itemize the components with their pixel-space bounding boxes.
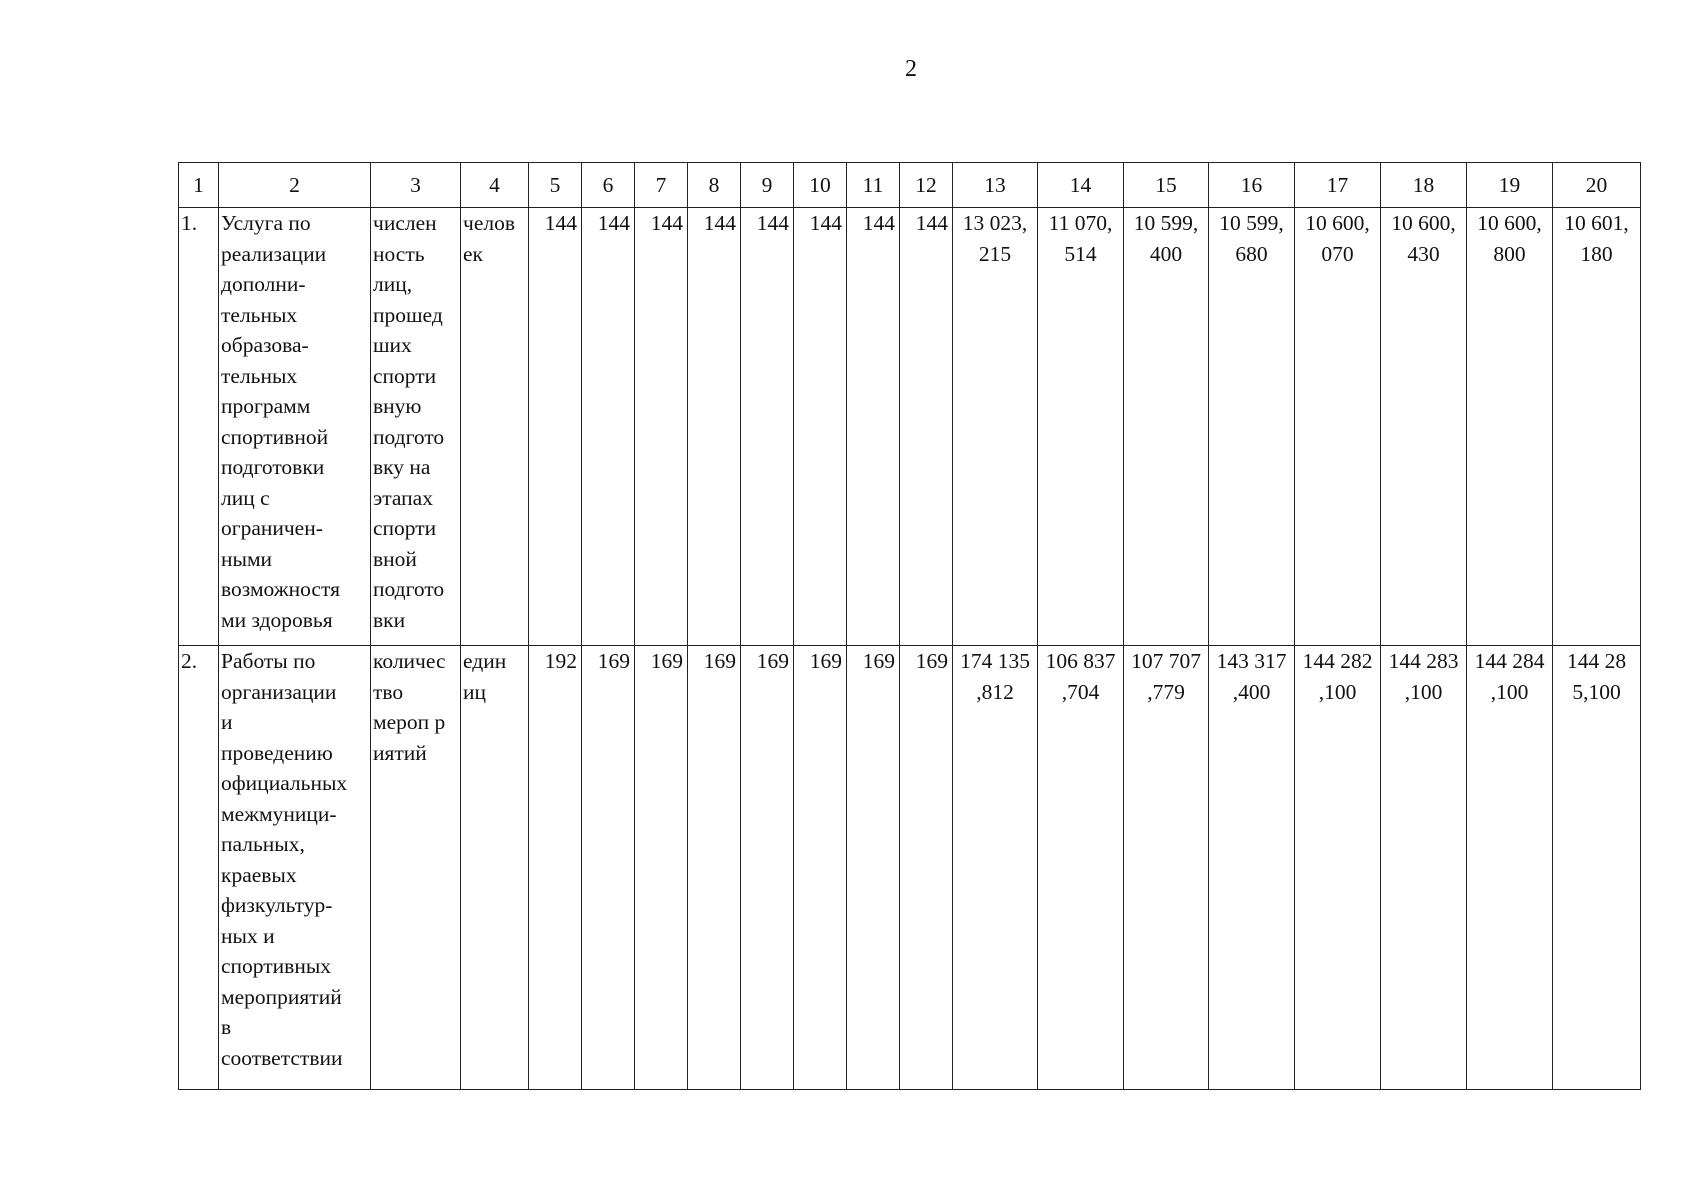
column-number: 3 — [371, 163, 461, 208]
amount-value: 10 601, 180 — [1553, 208, 1641, 646]
column-number: 15 — [1124, 163, 1209, 208]
count-value: 144 — [741, 208, 794, 646]
unit-of-measure: челов ек — [461, 208, 529, 646]
column-number: 5 — [529, 163, 582, 208]
count-value: 169 — [688, 646, 741, 1090]
column-number: 8 — [688, 163, 741, 208]
count-value: 144 — [900, 208, 953, 646]
row-number: 1. — [179, 208, 219, 646]
column-number: 6 — [582, 163, 635, 208]
amount-value: 10 600, 800 — [1467, 208, 1553, 646]
column-number: 2 — [219, 163, 371, 208]
count-value: 169 — [900, 646, 953, 1090]
amount-value: 144 282 ,100 — [1295, 646, 1381, 1090]
amount-value: 144 283 ,100 — [1381, 646, 1467, 1090]
count-value: 169 — [794, 646, 847, 1090]
count-value: 144 — [794, 208, 847, 646]
amount-value: 144 28 5,100 — [1553, 646, 1641, 1090]
amount-value: 174 135 ,812 — [953, 646, 1038, 1090]
column-number: 9 — [741, 163, 794, 208]
amount-value: 144 284 ,100 — [1467, 646, 1553, 1090]
indicator-name: количес тво мероп р иятий — [371, 646, 461, 1090]
column-number: 11 — [847, 163, 900, 208]
amount-value: 10 600, 430 — [1381, 208, 1467, 646]
column-number: 13 — [953, 163, 1038, 208]
column-number: 10 — [794, 163, 847, 208]
count-value: 144 — [847, 208, 900, 646]
column-number: 18 — [1381, 163, 1467, 208]
column-number-row — [179, 163, 1641, 208]
amount-value: 107 707 ,779 — [1124, 646, 1209, 1090]
column-number: 16 — [1209, 163, 1295, 208]
count-value: 192 — [529, 646, 582, 1090]
count-value: 144 — [635, 208, 688, 646]
service-name: Работы по организации и проведению официальных межмуници- пальных, краевых физкультур- ных и спортивных мероприятий в соответствии — [219, 646, 371, 1090]
amount-value: 106 837 ,704 — [1038, 646, 1124, 1090]
page-number: 2 — [905, 56, 917, 82]
row-number: 2. — [179, 646, 219, 1090]
table-row — [179, 208, 1641, 646]
column-number: 1 — [179, 163, 219, 208]
amount-value: 11 070, 514 — [1038, 208, 1124, 646]
column-number: 4 — [461, 163, 529, 208]
column-number: 12 — [900, 163, 953, 208]
amount-value: 13 023, 215 — [953, 208, 1038, 646]
count-value: 169 — [741, 646, 794, 1090]
amount-value: 10 599, 680 — [1209, 208, 1295, 646]
count-value: 169 — [582, 646, 635, 1090]
column-number: 7 — [635, 163, 688, 208]
unit-of-measure: един иц — [461, 646, 529, 1090]
indicator-name: числен ность лиц, прошед ших спорти вную подгото вку на этапах спорти вной подгото вки — [371, 208, 461, 646]
amount-value: 10 599, 400 — [1124, 208, 1209, 646]
count-value: 169 — [635, 646, 688, 1090]
column-number: 20 — [1553, 163, 1641, 208]
amount-value: 10 600, 070 — [1295, 208, 1381, 646]
column-number: 14 — [1038, 163, 1124, 208]
data-table — [178, 162, 1641, 1090]
count-value: 144 — [582, 208, 635, 646]
table-row — [179, 646, 1641, 1090]
column-number: 17 — [1295, 163, 1381, 208]
count-value: 144 — [529, 208, 582, 646]
count-value: 144 — [688, 208, 741, 646]
amount-value: 143 317 ,400 — [1209, 646, 1295, 1090]
count-value: 169 — [847, 646, 900, 1090]
service-name: Услуга по реализации дополни- тельных образова- тельных программ спортивной подготовки лиц с ограничен- ными возможностя ми здоровья — [219, 208, 371, 646]
column-number: 19 — [1467, 163, 1553, 208]
